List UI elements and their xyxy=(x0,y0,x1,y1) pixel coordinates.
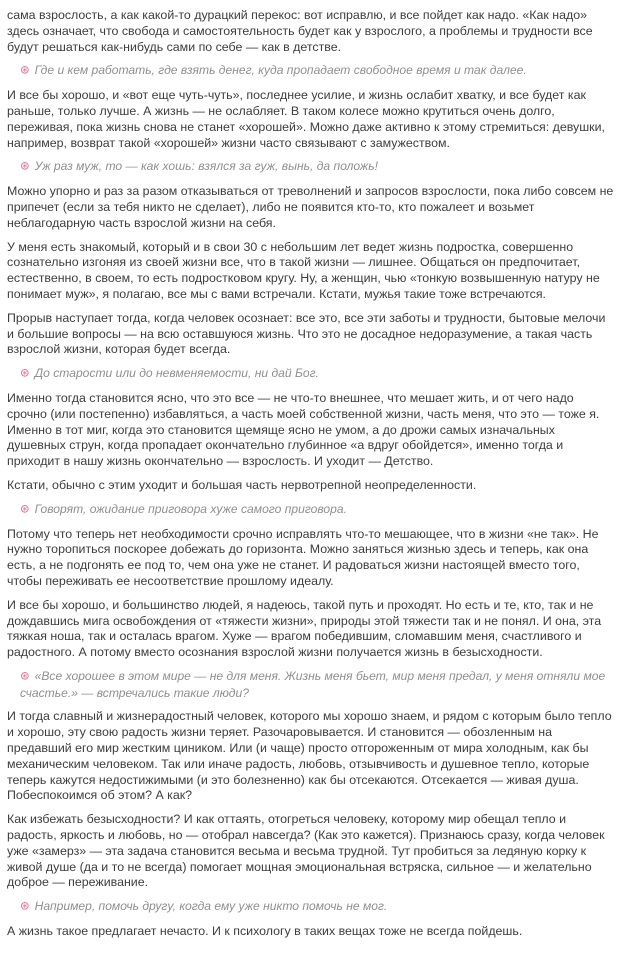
body-paragraph: И все бы хорошо, и «вот еще чуть-чуть», последнее усилие, и жизнь ослабит хватку, и все будет как раньше, только лучше. А жизнь — не ослабляет. В таком колесе можно крутиться очень долго, переживая, пока жизнь снова не станет «хорошей». Можно даже активно к этому стремиться: девушки, например, возврат такой «хорошей» жизни часто связывают с замужеством. xyxy=(7,88,605,150)
body-paragraph: Прорыв наступает тогда, когда человек осознает: все это, все эти заботы и трудности, бытовые мелочи и большие вопросы — на всю оставшуюся жизнь. Что это не досадное недоразумение, а такая часть взрослой жизни, которая будет всегда. xyxy=(7,310,606,357)
footnote-marker-icon: ⊛ xyxy=(20,367,30,380)
body-paragraph: Можно упорно и раз за разом отказываться от треволнений и запросов взрослости, пока либо совсем не припечет (если за тебя никто не сделает), либо не появится кто-то, кто пожалеет и возьмет неблагодарную часть взрослой жизни на себя. xyxy=(7,184,614,230)
footnote-text: «Все хорошее в этом мире — не для меня. Жизнь меня бьет, мир меня предал, у меня отняли мое счастье.» — встречались такие люди? xyxy=(20,668,606,700)
footnote-aside xyxy=(7,899,614,916)
body-paragraph: И все бы хорошо, и большинство людей, я надеюсь, такой путь и проходят. Но есть и те, кто, так и не дождавшись мига освобождения от «тяжести жизни», природы этой тяжести так и не понял. И она, эта тяжкая ноша, так и осталась врагом. Хуже — врагом победившим, сломавшим меня, счастливого и радостного. А потому вместо осознания взрослой жизни получается жизнь в безысходности. xyxy=(7,597,602,660)
footnote-aside xyxy=(7,159,614,176)
body-paragraph: Кстати, обычно с этим уходит и большая часть нервотрепной неопределенности. xyxy=(7,477,477,492)
footnote-aside xyxy=(7,669,614,702)
footnote-marker-icon: ⊛ xyxy=(20,670,30,683)
footnote-marker-icon: ⊛ xyxy=(20,900,30,913)
footnote-aside xyxy=(7,63,614,80)
body-paragraph: А жизнь такое предлагает нечасто. И к психологу в таких вещах тоже не всегда пойдешь. xyxy=(7,924,523,939)
footnote-marker-icon: ⊛ xyxy=(20,64,30,77)
footnote-marker-icon: ⊛ xyxy=(20,160,30,173)
body-paragraph: сама взрослость, а как какой-то дурацкий перекос: вот исправлю, и все пойдет как надо. «Как надо» здесь означает, что свобода и самостоятельность будет как у взрослого, а проблемы и трудности все будут решаться как-нибудь сами по себе — как в детстве. xyxy=(7,8,593,54)
footnote-aside xyxy=(7,366,614,383)
body-paragraph: Именно тогда становится ясно, что это все — не что-то внешнее, что мешает жить, и от чего надо срочно (или постепенно) избавляться, а часть моей собственной жизни, часть меня, что это — тоже я. Именно в тот миг, когда это становится щемяще ясно не умом, а до дрожи самых изначальных душевных струн, когда пропадает окончательно глубинное «а вдруг обойдется», именно тогда и приходит в нашу жизнь окончательно — взрослость. И уходит — Детство. xyxy=(7,390,600,469)
footnote-text: До старости или до невменяемости, ни дай Бог. xyxy=(34,366,319,381)
footnote-text: Например, помочь другу, когда ему уже никто помочь не мог. xyxy=(34,899,388,914)
body-paragraph: Как избежать безысходности? И как оттаять, отогреться человеку, которому мир обещал тепло и радость, яркость и любовь, но — отобрал навсегда? (Как это кажется). Признаюсь сразу, когда человек уже «замерз» — эта задача становится весьма и весьма трудной. Тут пробиться за ледяную корку к живой душе (да и то не всегда) помогает мощная эмоциональная встряска, сильное — и желательно доброе — переживание. xyxy=(7,812,605,890)
footnote-text: Говорят, ожидание приговора хуже самого приговора. xyxy=(34,501,347,516)
body-paragraph: И тогда славный и жизнерадостный человек, которого мы хорошо знаем, и рядом с которым было тепло и хорошо, эту свою радость жизни теряет. Разочаровывается. И становится — обозленным на предавший его мир жестким циником. Или (и чаще) просто отгороженным от мира холодным, как бы механическим человеком. Так или иначе радость, любовь, отзывчивость и душевное тепло, которые теперь кажутся недостижимыми (и это болезненно) как бы отсекаются. Отсекается — живая душа. Побеспокоимся об этом? А как? xyxy=(7,709,612,803)
footnote-text: Уж раз муж, то — как хошь: взялся за гуж, вынь, да положь! xyxy=(34,159,378,174)
footnote-aside xyxy=(7,502,614,519)
body-paragraph: Потому что теперь нет необходимости срочно исправлять что-то мешающее, что в жизни «не так». Не нужно торопиться поскорее добежать до горизонта. Можно заняться жизнью здесь и теперь, как она есть, а не подгонять ее под то, чем она уже не станет. И радоваться жизни настоящей вместо того, чтобы переживать ее несоответствие прошлому идеалу. xyxy=(7,526,599,588)
footnote-text: Где и кем работать, где взять денег, куда пропадает свободное время и так далее. xyxy=(34,63,527,78)
footnote-marker-icon: ⊛ xyxy=(20,503,30,516)
body-paragraph: У меня есть знакомый, который и в свои 30 с небольшим лет ведет жизнь подростка, совершенно сознательно изгоняя из своей жизни все, что в такой жизни — лишнее. Общаться он предпочитает, естественно, в своем, то есть подростковом кругу. Ну, а женщин, чью «тонкую возвышенную натуру не понимает муж», я полагаю, все мы с вами встречали. Кстати, мужья такие тоже встречаются. xyxy=(7,239,600,301)
